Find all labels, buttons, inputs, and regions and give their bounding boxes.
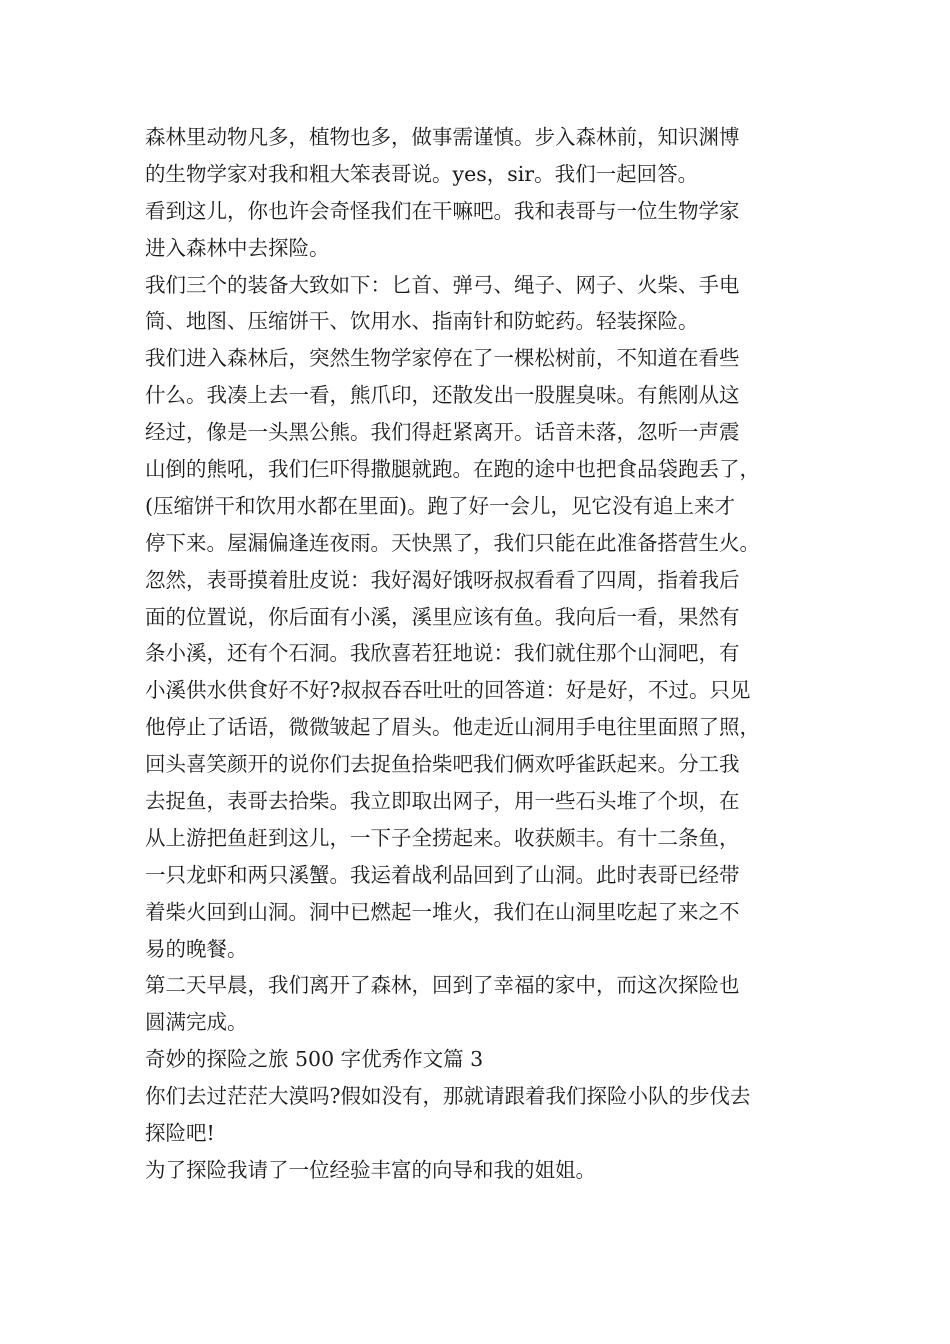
text-line: 回头喜笑颜开的说你们去捉鱼拾柴吧我们俩欢呼雀跃起来。分工我 bbox=[145, 752, 740, 777]
text-line: 森林里动物凡多，植物也多，做事需谨慎。步入森林前，知识渊博 bbox=[145, 125, 740, 149]
text-line: 我们进入森林后，突然生物学家停在了一棵松树前，不知道在看些 bbox=[145, 346, 740, 371]
text-line: 着柴火回到山洞。洞中已燃起一堆火，我们在山洞里吃起了来之不 bbox=[145, 899, 740, 924]
text-line: 进入森林中去探险。 bbox=[145, 235, 330, 260]
text-line: 条小溪，还有个石洞。我欣喜若狂地说：我们就住那个山洞吧，有 bbox=[145, 641, 740, 666]
text-line: 圆满完成。 bbox=[145, 1010, 248, 1035]
text-line: 面的位置说，你后面有小溪，溪里应该有鱼。我向后一看，果然有 bbox=[145, 604, 740, 629]
text-line: 停下来。屋漏偏逢连夜雨。天快黑了，我们只能在此准备搭营生火。 bbox=[145, 530, 760, 555]
text-line: 他停止了话语，微微皱起了眉头。他走近山洞用手电往里面照了照， bbox=[145, 715, 760, 740]
text-line: (压缩饼干和饮用水都在里面)。跑了好一会儿，见它没有追上来才 bbox=[145, 493, 735, 518]
text-line: 的生物学家对我和粗大笨表哥说。yes，sir。我们一起回答。 bbox=[145, 161, 699, 186]
text-line: 从上游把鱼赶到这儿，一下子全捞起来。收获颇丰。有十二条鱼， bbox=[145, 825, 740, 850]
text-line: 去捉鱼，表哥去拾柴。我立即取出网子，用一些石头堆了个坝，在 bbox=[145, 789, 740, 814]
text-line: 看到这儿，你也许会奇怪我们在干嘛吧。我和表哥与一位生物学家 bbox=[145, 198, 740, 223]
text-line: 筒、地图、压缩饼干、饮用水、指南针和防蛇药。轻装探险。 bbox=[145, 309, 699, 334]
text-line: 忽然，表哥摸着肚皮说：我好渴好饿呀叔叔看看了四周，指着我后 bbox=[145, 567, 740, 592]
text-line: 探险吧! bbox=[145, 1121, 215, 1146]
text-line: 经过，像是一头黑公熊。我们得赶紧离开。话音未落，忽听一声震 bbox=[145, 420, 740, 445]
text-line: 易的晚餐。 bbox=[145, 936, 248, 961]
text-line: 什么。我凑上去一看，熊爪印，还散发出一股腥臭味。有熊刚从这 bbox=[145, 383, 740, 408]
text-line: 你们去过茫茫大漠吗?假如没有，那就请跟着我们探险小队的步伐去 bbox=[145, 1084, 751, 1109]
text-line: 一只龙虾和两只溪蟹。我运着战利品回到了山洞。此时表哥已经带 bbox=[145, 862, 740, 887]
text-line: 第二天早晨，我们离开了森林，回到了幸福的家中，而这次探险也 bbox=[145, 973, 740, 998]
text-line: 山倒的熊吼，我们仨吓得撒腿就跑。在跑的途中也把食品袋跑丢了， bbox=[145, 457, 760, 482]
text-line: 我们三个的装备大致如下：匕首、弹弓、绳子、网子、火柴、手电 bbox=[145, 272, 740, 297]
text-line: 为了探险我请了一位经验丰富的向导和我的姐姐。 bbox=[145, 1157, 596, 1182]
text-line: 小溪供水供食好不好?叔叔吞吞吐吐的回答道：好是好，不过。只见 bbox=[145, 678, 751, 703]
section-heading: 奇妙的探险之旅 500 字优秀作文篇 3 bbox=[145, 1047, 484, 1072]
document-body bbox=[145, 119, 845, 1189]
